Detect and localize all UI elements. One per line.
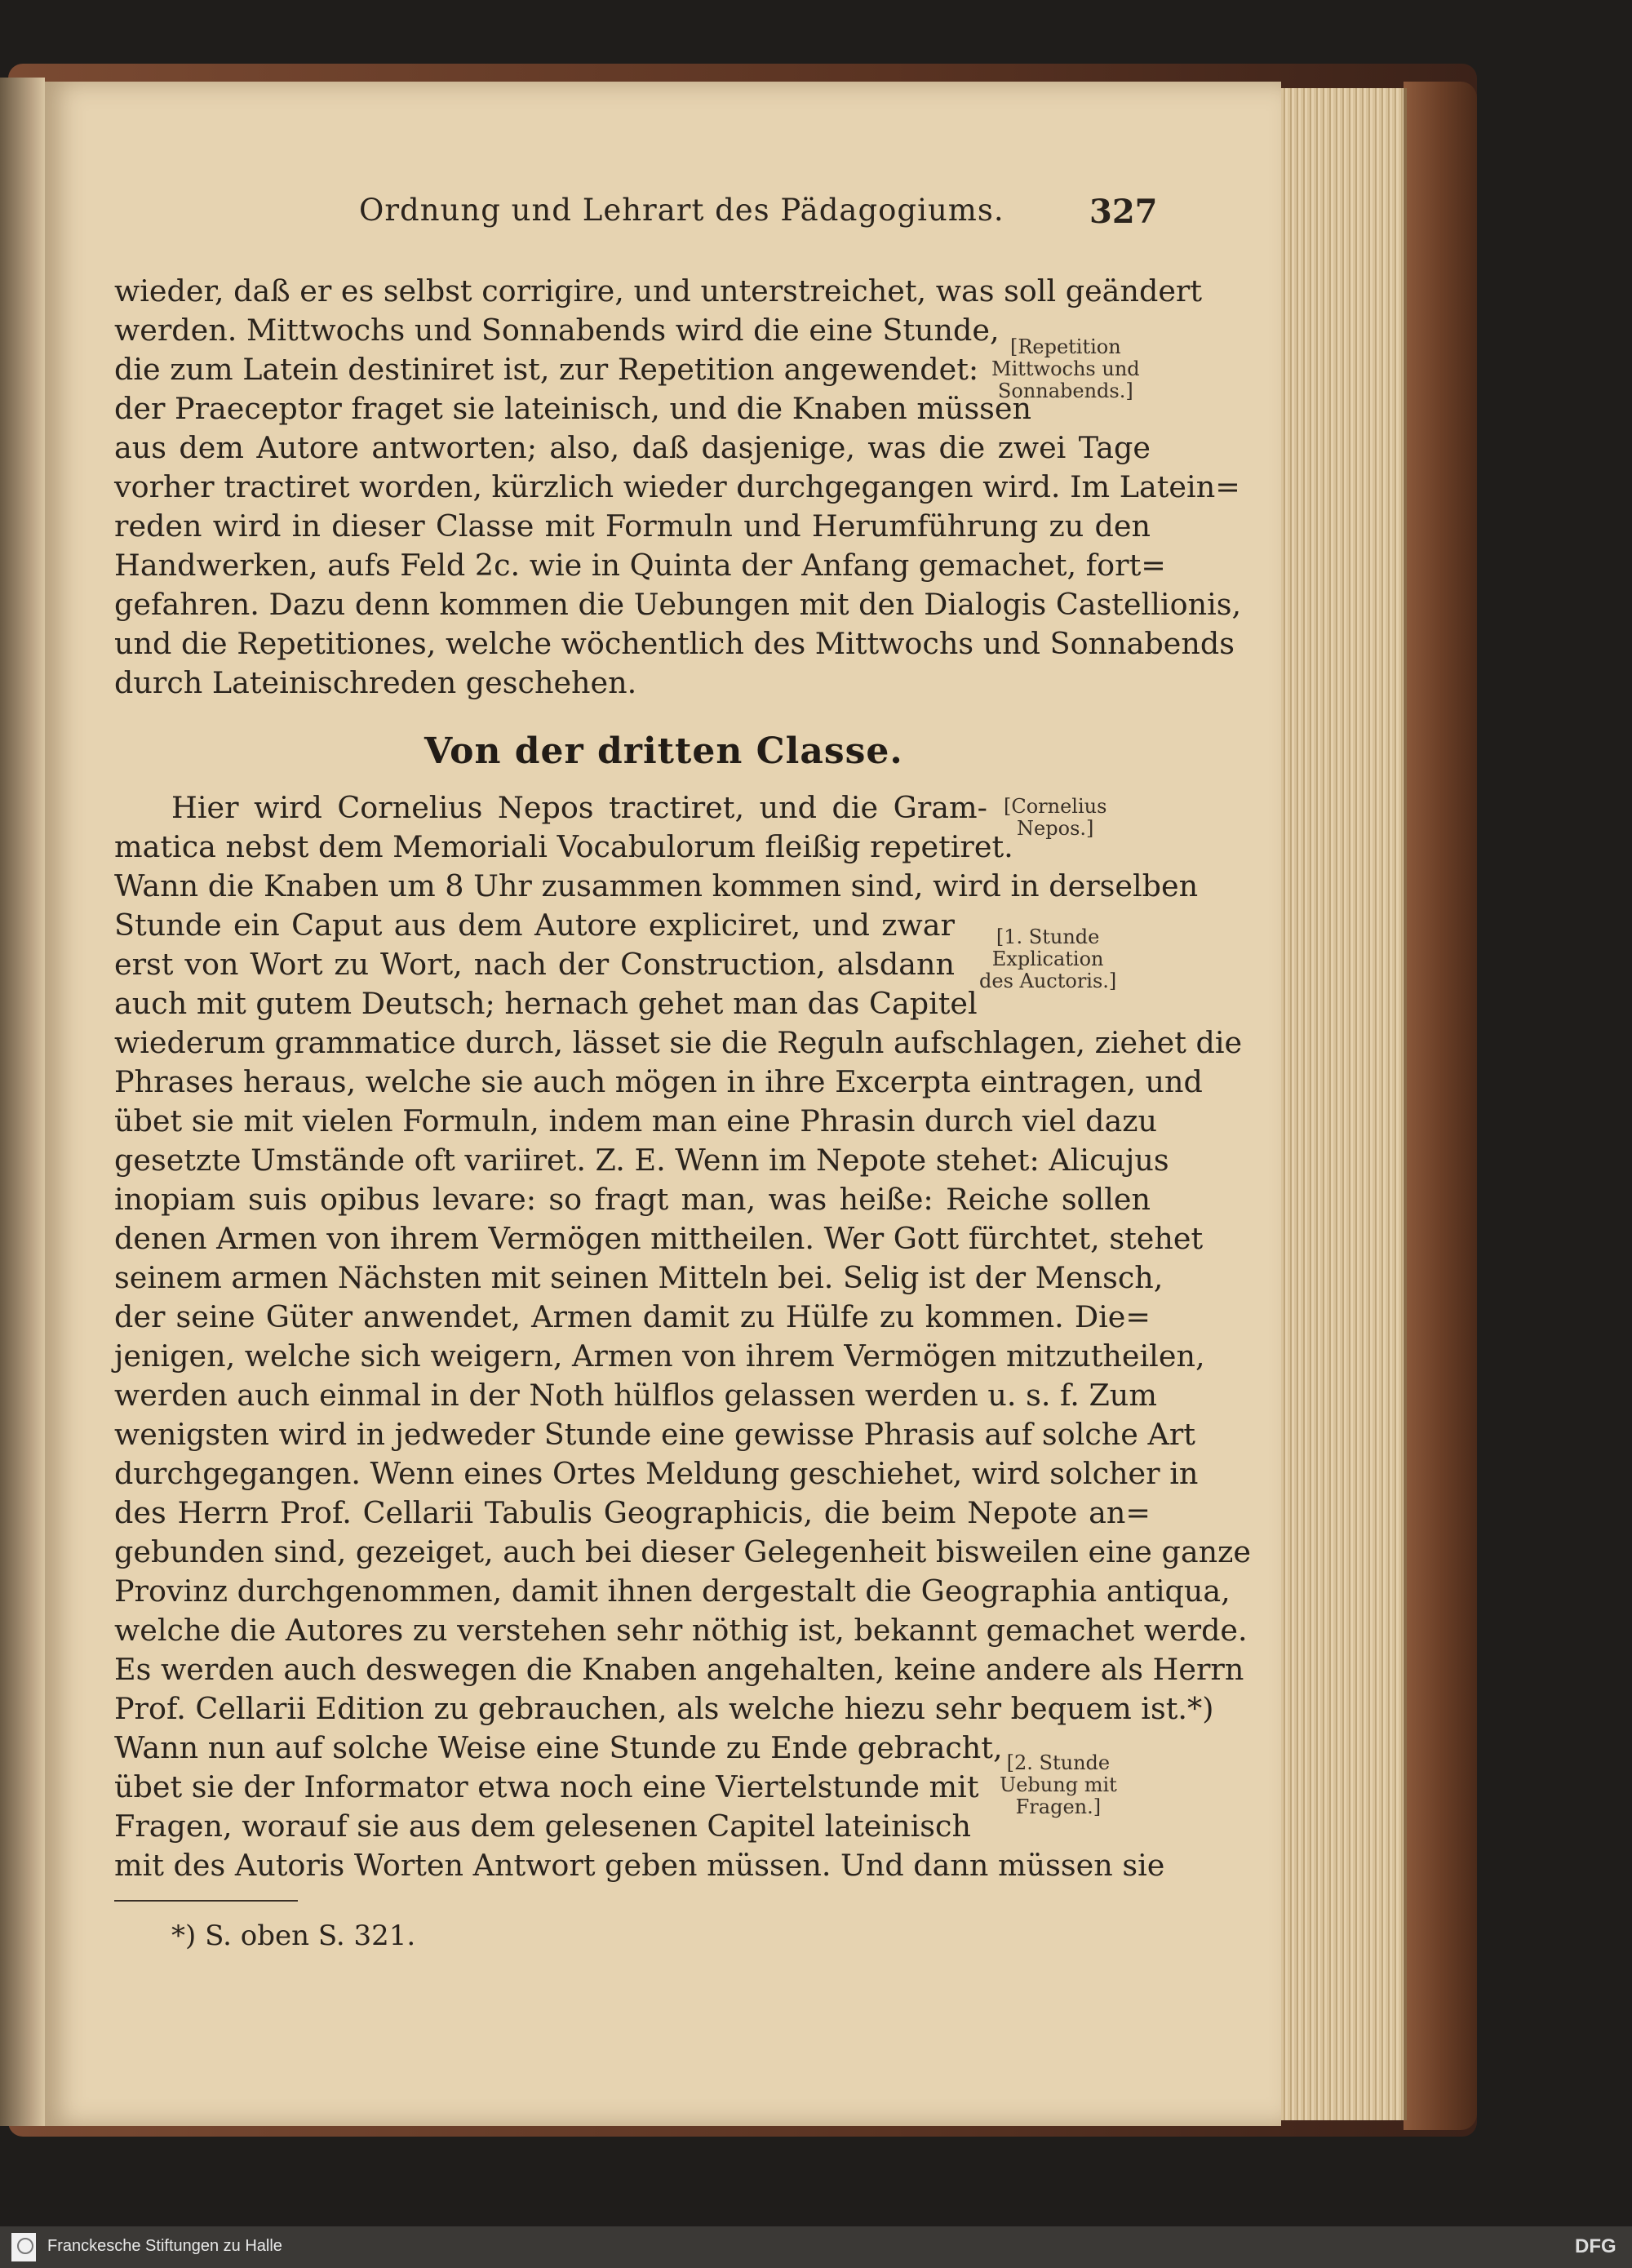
text-line: reden wird in dieser Classe mit Formuln und Herumführung zu den	[114, 508, 1151, 544]
section-heading: Von der dritten Classe.	[424, 730, 903, 772]
text-line: der Praeceptor fraget sie lateinisch, und die Knaben müssen	[114, 391, 1032, 426]
text-line: durch Lateinischreden geschehen.	[114, 665, 637, 700]
text-line: die zum Latein destiniret ist, zur Repetition angewendet:	[114, 352, 979, 387]
margin-note-stunde-2	[1000, 1752, 1117, 1818]
footnote-rule	[114, 1900, 298, 1902]
margin-note-line: [1. Stunde	[996, 925, 1100, 948]
text-line: Handwerken, aufs Feld 2c. wie in Quinta der Anfang gemachet, fort=	[114, 548, 1166, 583]
book-spine	[1404, 82, 1477, 2130]
margin-note-line: des Auctoris.]	[979, 970, 1117, 992]
text-line: Wann die Knaben um 8 Uhr zusammen kommen sind, wird in derselben	[114, 868, 1199, 903]
margin-note-line: Sonnabends.]	[997, 379, 1133, 402]
text-line: übet sie mit vielen Formuln, indem man eine Phrasin durch viel dazu	[114, 1103, 1157, 1138]
margin-note-cornelius	[1004, 796, 1106, 840]
text-line: mit des Autoris Worten Antwort geben müssen. Und dann müssen sie	[114, 1848, 1165, 1883]
text-line: gefahren. Dazu denn kommen die Uebungen mit den Dialogis Castellionis,	[114, 587, 1242, 622]
running-head: Ordnung und Lehrart des Pädagogiums.	[359, 193, 1004, 228]
text-line: Phrases heraus, welche sie auch mögen in ihre Excerpta eintragen, und	[114, 1064, 1203, 1099]
page-block-edge	[1281, 88, 1407, 2120]
text-line: Provinz durchgenommen, damit ihnen dergestalt die Geographia antiqua,	[114, 1573, 1231, 1609]
text-line: und die Repetitiones, welche wöchentlich des Mittwochs und Sonnabends	[114, 626, 1235, 661]
text-line: auch mit gutem Deutsch; hernach gehet man das Capitel	[114, 986, 978, 1021]
dfg-logo: DFG	[1575, 2235, 1616, 2257]
text-line: Wann nun auf solche Weise eine Stunde zu Ende gebracht,	[114, 1730, 1003, 1765]
text-line: wieder, daß er es selbst corrigire, und unterstreichet, was soll geändert	[114, 273, 1203, 308]
margin-note-line: [Repetition	[1009, 335, 1121, 358]
text-line: Es werden auch deswegen die Knaben angehalten, keine andere als Herrn	[114, 1652, 1244, 1687]
institution-logo-icon	[11, 2233, 36, 2261]
text-line: durchgegangen. Wenn eines Ortes Meldung geschiehet, wird solcher in	[114, 1456, 1199, 1491]
text-line: aus dem Autore antworten; also, daß dasjenige, was die zwei Tage	[114, 430, 1151, 465]
text-line: übet sie der Informator etwa noch eine Viertelstunde mit	[114, 1769, 979, 1804]
text-line: werden. Mittwochs und Sonnabends wird die eine Stunde,	[114, 313, 1000, 348]
text-line: inopiam suis opibus levare: so fragt man, was heiße: Reiche sollen	[114, 1182, 1151, 1217]
left-page-edge	[0, 78, 45, 2126]
text-line: des Herrn Prof. Cellarii Tabulis Geographicis, die beim Nepote an=	[114, 1495, 1151, 1530]
text-line: Hier wird Cornelius Nepos tractiret, und die Gram-	[171, 790, 987, 825]
viewer-footer	[0, 2226, 1632, 2268]
margin-note-line: Uebung mit	[1000, 1773, 1117, 1796]
margin-note-line: Nepos.]	[1017, 817, 1094, 840]
institution-name: Franckesche Stiftungen zu Halle	[47, 2237, 282, 2255]
margin-note-line: Explication	[991, 948, 1104, 970]
text-line: Stunde ein Caput aus dem Autore expliciret, und zwar	[114, 908, 955, 943]
text-line: wenigsten wird in jedweder Stunde eine gewisse Phrasis auf solche Art	[114, 1417, 1195, 1452]
footnote: *) S. oben S. 321.	[171, 1920, 416, 1952]
text-line: gebunden sind, gezeiget, auch bei dieser Gelegenheit bisweilen eine ganze	[114, 1534, 1251, 1569]
text-line: der seine Güter anwendet, Armen damit zu Hülfe zu kommen. Die=	[114, 1299, 1151, 1334]
text-line: jenigen, welche sich weigern, Armen von ihrem Vermögen mitzutheilen,	[114, 1338, 1205, 1374]
text-line: Fragen, worauf sie aus dem gelesenen Capitel lateinisch	[114, 1809, 971, 1844]
text-line: wiederum grammatice durch, lässet sie die Reguln aufschlagen, ziehet die	[114, 1025, 1243, 1060]
page-number: 327	[1089, 193, 1158, 231]
text-line: Prof. Cellarii Edition zu gebrauchen, als welche hiezu sehr bequem ist.*)	[114, 1691, 1214, 1726]
text-line: welche die Autores zu verstehen sehr nöthig ist, bekannt gemachet werde.	[114, 1613, 1248, 1648]
text-line: matica nebst dem Memoriali Vocabulorum fleißig repetiret.	[114, 829, 1013, 864]
text-line: denen Armen von ihrem Vermögen mittheilen. Wer Gott fürchtet, stehet	[114, 1221, 1204, 1256]
text-line: vorher tractiret worden, kürzlich wieder durchgegangen wird. Im Latein=	[114, 469, 1240, 504]
margin-note-line: [Cornelius	[1004, 795, 1107, 818]
margin-note-line: [2. Stunde	[1006, 1751, 1111, 1774]
text-line: seinem armen Nächsten mit seinen Mitteln bei. Selig ist der Mensch,	[114, 1260, 1164, 1295]
text-line: erst von Wort zu Wort, nach der Construction, alsdann	[114, 947, 955, 982]
text-line: gesetzte Umstände oft variiret. Z. E. Wenn im Nepote stehet: Alicujus	[114, 1143, 1169, 1178]
text-line: werden auch einmal in der Noth hülflos gelassen werden u. s. f. Zum	[114, 1378, 1157, 1413]
margin-note-stunde-1	[979, 926, 1116, 992]
margin-note-repetition	[991, 336, 1140, 402]
margin-note-line: Mittwochs und	[991, 357, 1140, 380]
margin-note-line: Fragen.]	[1015, 1795, 1102, 1818]
